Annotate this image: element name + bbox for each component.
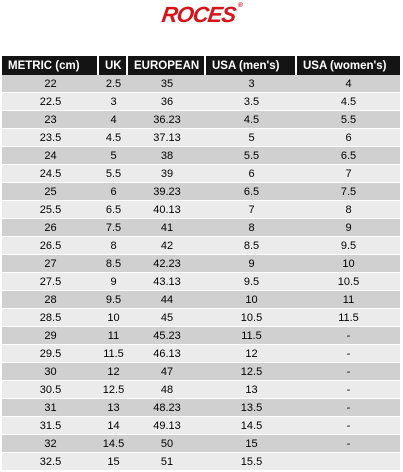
- cell-uk: 10: [99, 309, 128, 327]
- cell-usa-men: 7: [206, 201, 297, 219]
- cell-usa-men: 13: [206, 381, 297, 399]
- table-row: [2, 147, 400, 165]
- cell-european: 36.23: [128, 111, 206, 129]
- cell-usa-men: 13.5: [206, 399, 297, 417]
- cell-uk: 9.5: [99, 291, 128, 309]
- cell-usa-women: -: [297, 327, 400, 345]
- table-row: [2, 291, 400, 309]
- cell-european: 40.13: [128, 201, 206, 219]
- cell-usa-women: 4.5: [297, 93, 400, 111]
- header-uk: UK: [99, 56, 128, 75]
- table-row: [2, 273, 400, 291]
- cell-usa-women: -: [297, 345, 400, 363]
- cell-metric: 31.5: [2, 417, 99, 435]
- cell-usa-men: 9: [206, 255, 297, 273]
- cell-usa-men: 10: [206, 291, 297, 309]
- cell-usa-women: 6: [297, 129, 400, 147]
- header-european: EUROPEAN: [128, 56, 206, 75]
- cell-european: 46.13: [128, 345, 206, 363]
- cell-european: 42: [128, 237, 206, 255]
- cell-usa-men: 10.5: [206, 309, 297, 327]
- cell-usa-men: 4.5: [206, 111, 297, 129]
- cell-metric: 30: [2, 363, 99, 381]
- cell-uk: 12.5: [99, 381, 128, 399]
- table-body: [2, 75, 400, 471]
- registered-mark: ®: [237, 2, 243, 9]
- cell-european: 38: [128, 147, 206, 165]
- cell-usa-men: 5.5: [206, 147, 297, 165]
- cell-metric: 30.5: [2, 381, 99, 399]
- cell-usa-men: 3.5: [206, 93, 297, 111]
- cell-usa-men: 12: [206, 345, 297, 363]
- table-row: [2, 129, 400, 147]
- cell-usa-women: -: [297, 435, 400, 453]
- table-row: [2, 363, 400, 381]
- cell-usa-women: 4: [297, 75, 400, 93]
- cell-uk: 5.5: [99, 165, 128, 183]
- cell-usa-women: 11.5: [297, 309, 400, 327]
- cell-uk: 8: [99, 237, 128, 255]
- table-header-row: [2, 56, 400, 75]
- cell-usa-men: 9.5: [206, 273, 297, 291]
- header-usa-women: USA (women's): [297, 56, 400, 75]
- cell-metric: 26.5: [2, 237, 99, 255]
- table-row: [2, 381, 400, 399]
- cell-usa-women: [297, 453, 400, 471]
- logo-wordmark: ROCES®: [160, 2, 243, 27]
- cell-metric: 25: [2, 183, 99, 201]
- cell-european: 45: [128, 309, 206, 327]
- cell-metric: 31: [2, 399, 99, 417]
- cell-uk: 15: [99, 453, 128, 471]
- cell-usa-women: 7.5: [297, 183, 400, 201]
- cell-european: 44: [128, 291, 206, 309]
- cell-uk: 13: [99, 399, 128, 417]
- cell-european: 48: [128, 381, 206, 399]
- table-row: [2, 75, 400, 93]
- cell-european: 43.13: [128, 273, 206, 291]
- cell-european: 35: [128, 75, 206, 93]
- cell-european: 42.23: [128, 255, 206, 273]
- cell-european: 48.23: [128, 399, 206, 417]
- cell-usa-men: 8: [206, 219, 297, 237]
- table-row: [2, 165, 400, 183]
- cell-usa-women: 8: [297, 201, 400, 219]
- cell-usa-women: -: [297, 417, 400, 435]
- cell-metric: 29.5: [2, 345, 99, 363]
- cell-usa-women: -: [297, 381, 400, 399]
- cell-uk: 12: [99, 363, 128, 381]
- table-row: [2, 111, 400, 129]
- header-usa-men: USA (men's): [206, 56, 297, 75]
- cell-european: 50: [128, 435, 206, 453]
- cell-usa-women: 9: [297, 219, 400, 237]
- cell-european: 41: [128, 219, 206, 237]
- table-row: [2, 183, 400, 201]
- cell-european: 39: [128, 165, 206, 183]
- cell-usa-women: 9.5: [297, 237, 400, 255]
- table-row: [2, 237, 400, 255]
- table-row: [2, 219, 400, 237]
- cell-metric: 25.5: [2, 201, 99, 219]
- cell-usa-men: 15: [206, 435, 297, 453]
- cell-uk: 7.5: [99, 219, 128, 237]
- cell-uk: 9: [99, 273, 128, 291]
- cell-uk: 3: [99, 93, 128, 111]
- cell-european: 36: [128, 93, 206, 111]
- cell-usa-women: -: [297, 363, 400, 381]
- brand-logo: [0, 0, 403, 28]
- cell-usa-men: 8.5: [206, 237, 297, 255]
- cell-usa-men: 6.5: [206, 183, 297, 201]
- cell-metric: 27: [2, 255, 99, 273]
- cell-uk: 11.5: [99, 345, 128, 363]
- header-metric: METRIC (cm): [2, 56, 99, 75]
- cell-usa-women: 10: [297, 255, 400, 273]
- cell-usa-men: 6: [206, 165, 297, 183]
- cell-usa-women: 10.5: [297, 273, 400, 291]
- cell-metric: 23: [2, 111, 99, 129]
- cell-metric: 24: [2, 147, 99, 165]
- cell-european: 37.13: [128, 129, 206, 147]
- cell-metric: 26: [2, 219, 99, 237]
- cell-uk: 4.5: [99, 129, 128, 147]
- table-row: [2, 201, 400, 219]
- cell-uk: 14: [99, 417, 128, 435]
- cell-uk: 6: [99, 183, 128, 201]
- table-row: [2, 435, 400, 453]
- cell-european: 39.23: [128, 183, 206, 201]
- cell-metric: 32.5: [2, 453, 99, 471]
- cell-usa-men: 5: [206, 129, 297, 147]
- cell-metric: 28: [2, 291, 99, 309]
- cell-metric: 27.5: [2, 273, 99, 291]
- cell-metric: 28.5: [2, 309, 99, 327]
- table-row: [2, 93, 400, 111]
- cell-metric: 24.5: [2, 165, 99, 183]
- cell-uk: 6.5: [99, 201, 128, 219]
- cell-european: 49.13: [128, 417, 206, 435]
- cell-usa-women: 7: [297, 165, 400, 183]
- cell-uk: 8.5: [99, 255, 128, 273]
- cell-usa-men: 3: [206, 75, 297, 93]
- cell-usa-men: 11.5: [206, 327, 297, 345]
- cell-usa-women: 5.5: [297, 111, 400, 129]
- table-row: [2, 255, 400, 273]
- cell-metric: 22: [2, 75, 99, 93]
- cell-european: 51: [128, 453, 206, 471]
- cell-usa-women: 11: [297, 291, 400, 309]
- table-row: [2, 327, 400, 345]
- cell-uk: 11: [99, 327, 128, 345]
- cell-usa-women: 6.5: [297, 147, 400, 165]
- cell-usa-women: -: [297, 399, 400, 417]
- cell-uk: 14.5: [99, 435, 128, 453]
- cell-uk: 2.5: [99, 75, 128, 93]
- cell-european: 45.23: [128, 327, 206, 345]
- cell-metric: 23.5: [2, 129, 99, 147]
- table-row: [2, 345, 400, 363]
- cell-metric: 32: [2, 435, 99, 453]
- cell-usa-men: 14.5: [206, 417, 297, 435]
- table-row: [2, 309, 400, 327]
- size-chart-table: [2, 56, 400, 471]
- cell-usa-men: 12.5: [206, 363, 297, 381]
- table-row: [2, 399, 400, 417]
- cell-usa-men: 15.5: [206, 453, 297, 471]
- cell-european: 47: [128, 363, 206, 381]
- cell-uk: 4: [99, 111, 128, 129]
- cell-metric: 29: [2, 327, 99, 345]
- table-row: [2, 453, 400, 471]
- cell-metric: 22.5: [2, 93, 99, 111]
- cell-uk: 5: [99, 147, 128, 165]
- table-row: [2, 417, 400, 435]
